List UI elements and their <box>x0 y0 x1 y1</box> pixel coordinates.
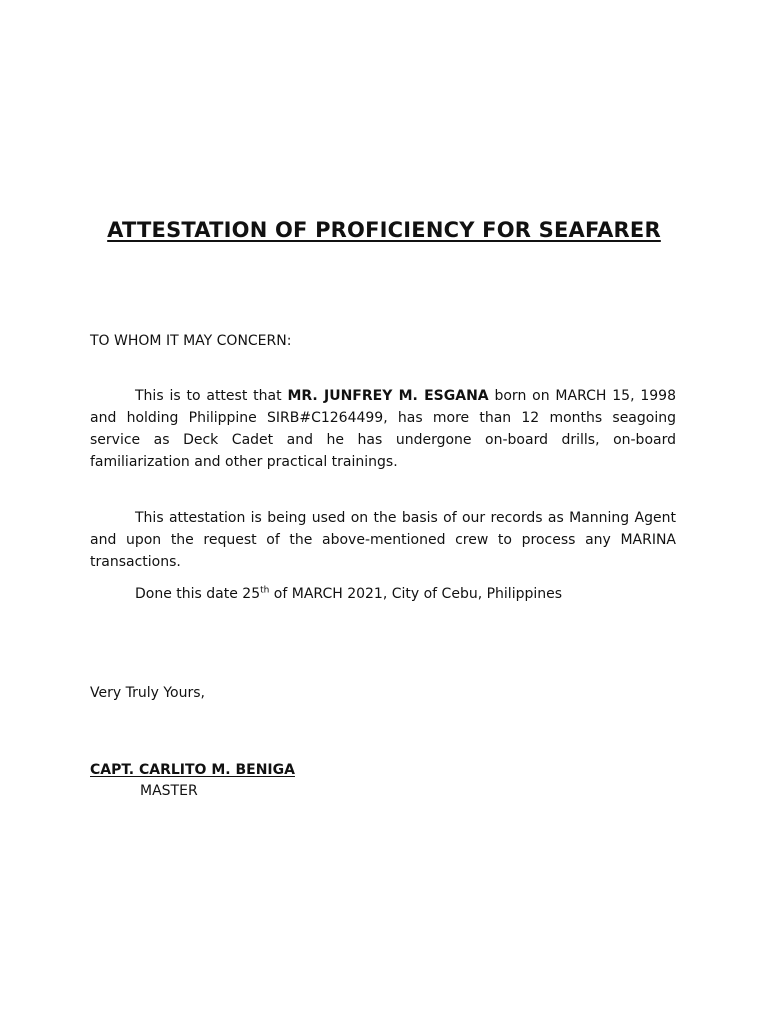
date-text-rest: of MARCH 2021, City of Cebu, Philippines <box>269 586 563 602</box>
signatory-name: CAPT. CARLITO M. BENIGA <box>90 762 295 778</box>
attestation-text-start: This is to attest that <box>135 388 288 404</box>
salutation: TO WHOM IT MAY CONCERN: <box>90 333 292 349</box>
attestation-paragraph <box>90 385 676 473</box>
date-text-start: Done this date 25 <box>135 586 261 602</box>
date-ordinal-suffix: th <box>260 585 270 596</box>
document-title: ATTESTATION OF PROFICIENCY FOR SEAFARER <box>107 218 661 242</box>
signatory-title: MASTER <box>140 783 198 799</box>
date-paragraph <box>90 583 676 605</box>
attestation-text-rest: born on MARCH 15, 1998 and holding Philippine SIRB#C1264499, has more than 12 months seagoing service as Deck Cadet and he has undergone on-board drills, on-board familiarization and other practical trainings. <box>90 388 676 470</box>
closing-line: Very Truly Yours, <box>90 685 205 701</box>
purpose-paragraph: This attestation is being used on the basis of our records as Manning Agent and upon the request of the above-mentioned crew to process any MARINA transactions. <box>90 510 676 570</box>
seafarer-name: MR. JUNFREY M. ESGANA <box>287 388 489 404</box>
